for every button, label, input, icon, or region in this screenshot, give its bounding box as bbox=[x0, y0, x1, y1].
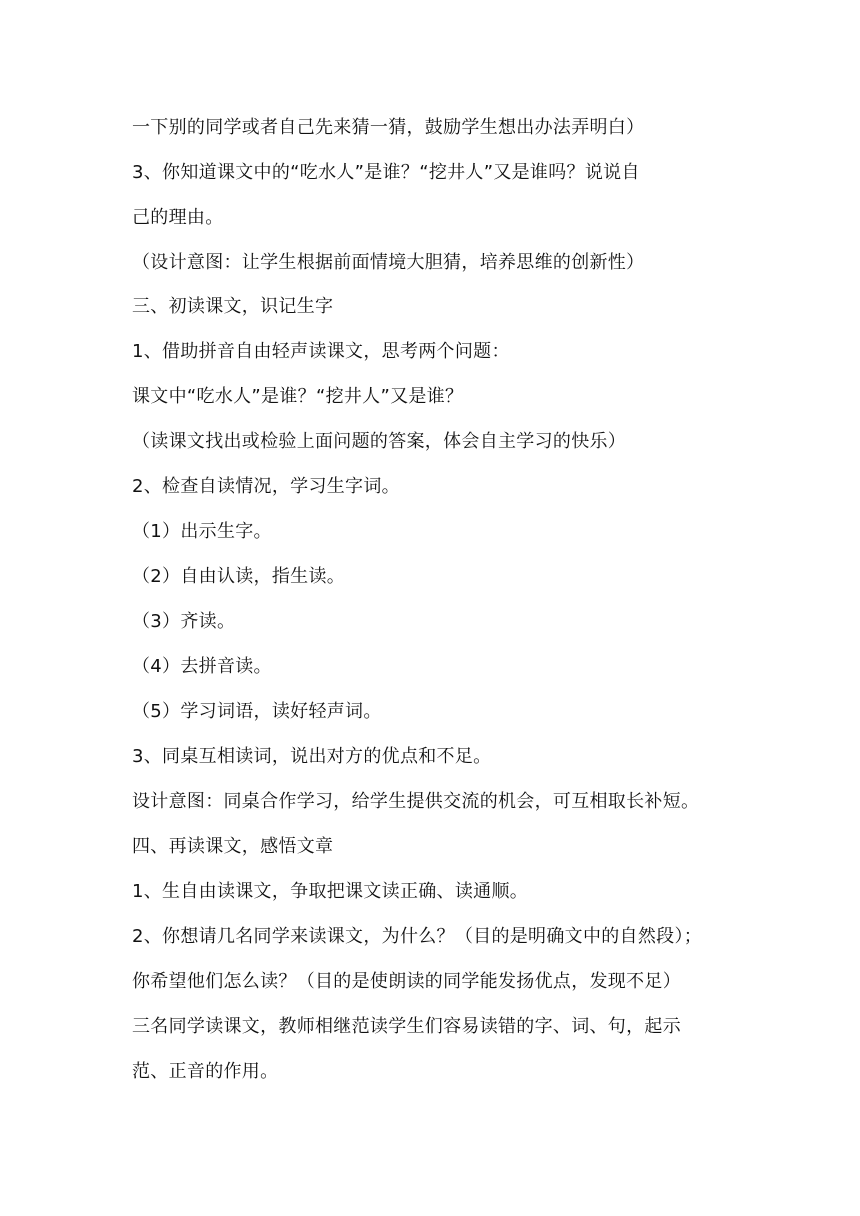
text-line: （读课文找出或检验上面问题的答案，体会自主学习的快乐） bbox=[132, 431, 627, 452]
text-line: 课文中“吃水人”是谁？“挖井人”又是谁？ bbox=[132, 386, 464, 407]
text-line: 一下别的同学或者自己先来猜一猜，鼓励学生想出办法弄明白） bbox=[132, 117, 645, 138]
text-line: （设计意图：让学生根据前面情境大胆猜，培养思维的创新性） bbox=[132, 252, 645, 273]
text-line: 2、你想请几名同学来读课文，为什么？（目的是明确文中的自然段）； bbox=[132, 926, 703, 947]
text-line: 己的理由。 bbox=[132, 207, 224, 228]
text-line: 范、正音的作用。 bbox=[132, 1061, 279, 1082]
text-line: 三名同学读课文，教师相继范读学生们容易读错的字、词、句，起示 bbox=[132, 1016, 681, 1037]
text-line: 1、生自由读课文，争取把课文读正确、读通顺。 bbox=[132, 881, 529, 902]
list-item: （2）自由认读，指生读。 bbox=[132, 566, 346, 587]
section-heading: 三、初读课文，识记生字 bbox=[132, 296, 334, 317]
section-heading: 四、再读课文，感悟文章 bbox=[132, 836, 334, 857]
text-line: 你希望他们怎么读？（目的是使朗读的同学能发扬优点，发现不足） bbox=[132, 971, 681, 992]
text-line: 3、你知道课文中的“吃水人”是谁？“挖井人”又是谁吗？说说自 bbox=[132, 162, 640, 183]
list-item: （5）学习词语，读好轻声词。 bbox=[132, 701, 382, 722]
text-line: 1、借助拼音自由轻声读课文，思考两个问题： bbox=[132, 341, 510, 362]
list-item: （4）去拼音读。 bbox=[132, 656, 272, 677]
text-line: 设计意图：同桌合作学习，给学生提供交流的机会，可互相取长补短。 bbox=[132, 791, 700, 812]
text-line: 3、同桌互相读词，说出对方的优点和不足。 bbox=[132, 746, 492, 767]
list-item: （1）出示生字。 bbox=[132, 521, 272, 542]
text-line: 2、检查自读情况，学习生字词。 bbox=[132, 476, 400, 497]
list-item: （3）齐读。 bbox=[132, 611, 236, 632]
